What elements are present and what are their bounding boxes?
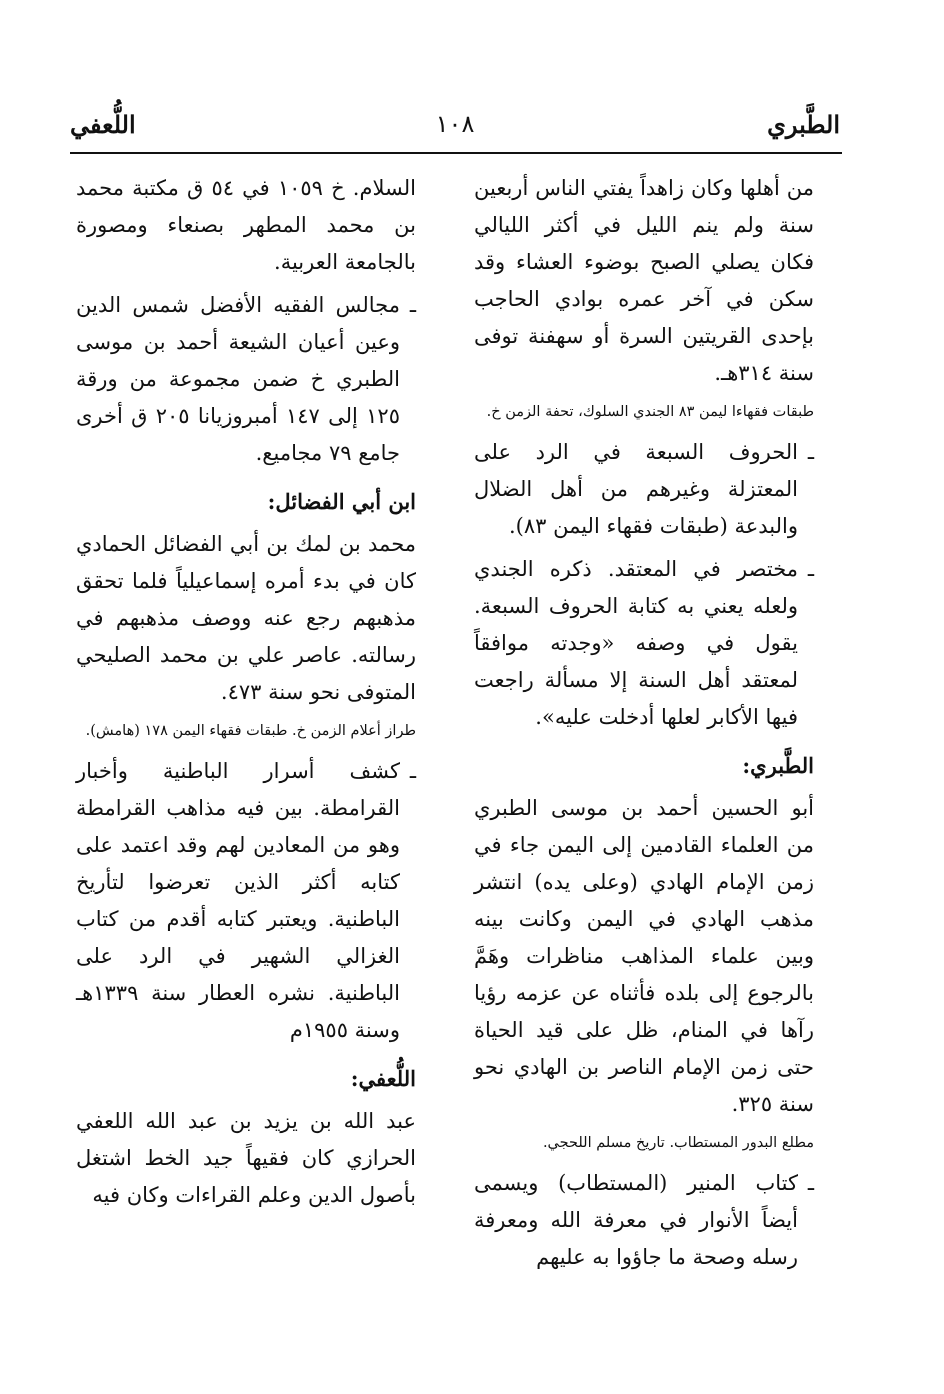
entry-paragraph: السلام. خ ١٠٥٩ في ٥٤ ق مكتبة محمد بن محمد المطهر بصنعاء ومصورة بالجامعة العربية. <box>76 176 416 274</box>
item-text: الحروف السبعة في الرد على المعتزلة وغيرهم من أهل الضلال والبدعة (طبقات فقهاء اليمن ٨٣). <box>474 440 798 538</box>
entry-heading: ابن أبي الفضائل: <box>267 489 416 514</box>
page-header <box>70 110 840 150</box>
item-text: كشف أسرار الباطنية وأخبار القرامطة. بين فيه مذاهب القرامطة وهو من المعادين لهم وقد اعتمد على كتابه أكثر الذين تعرضوا لتأريخ الباطنية. ويعتبر كتابه أقدم من كتاب الغزالي الشهير في الرد على الباطنية. نشره العطار سنة ١٣٣٩هـ وسنة ١٩٥٥م <box>76 759 400 1042</box>
entry-paragraph: أبو الحسين أحمد بن موسى الطبري من العلماء القادمين إلى اليمن جاء في زمن الإمام الهادي (وعلى يده) انتشر مذهب الهادي في اليمن وكانت بينه وبين علماء المذاهب مناظرات وهَمَّ بالرجوع إلى بلده فأثناه عن عزمه رؤيا رآها في المنام، ظل على قيد الحياة حتى زمن الإمام الناصر بن الهادي نحو سنة ٣٢٥. <box>474 796 814 1116</box>
header-rule <box>70 152 842 154</box>
entry-paragraph: عبد الله بن يزيد بن عبد الله اللعفي الحرازي كان فقيهاً جيد الخط اشتغل بأصول الدين وعلم القراءات وكان فيه <box>76 1109 416 1207</box>
item-text: كتاب المنير (المستطاب) ويسمى أيضاً الأنوار في معرفة الله ومعرفة رسله وصحة ما جاؤوا به عليهم <box>474 1171 798 1269</box>
work-item <box>76 753 416 1049</box>
item-dash: ـ <box>807 557 814 581</box>
work-item <box>474 551 814 736</box>
running-head-right: الطَّبري <box>767 110 840 139</box>
entry-paragraph: محمد بن لمك بن أبي الفضائل الحمادي كان في بدء أمره إسماعيلياً فلما تحقق مذهبهم رجع عنه ووصف مذهبهم في رسالته. عاصر علي بن محمد الصليحي المتوفى نحو سنة ٤٧٣. <box>76 532 416 704</box>
running-head-left: اللُّعفي <box>70 110 136 139</box>
item-text: مختصر في المعتقد. ذكره الجندي ولعله يعني به كتابة الحروف السبعة. يقول في وصفه «وجدته موافقاً لمعتقد أهل السنة إلا مسألة راجعت فيها الأكابر لعلها أدخلت عليه». <box>474 557 798 729</box>
item-dash: ـ <box>807 440 814 464</box>
item-text: مجالس الفقيه الأفضل شمس الدين وعين أعيان الشيعة أحمد بن موسى الطبري خ ضمن مجموعة من ورقة ١٢٥ إلى ١٤٧ أمبروزيانا ٢٠٥ ق أخرى جامع ٧٩ مجاميع. <box>76 293 400 465</box>
work-item <box>474 434 814 545</box>
citation: مطلع البدور المستطاب. تاريخ مسلم اللحجي. <box>542 1135 814 1151</box>
left-column <box>76 170 416 1214</box>
entry-heading: الطَّبري: <box>742 753 814 778</box>
page-number: ١٠٨ <box>435 110 475 138</box>
work-item <box>76 287 416 472</box>
right-column <box>474 170 814 1276</box>
item-dash: ـ <box>409 293 416 317</box>
entry-paragraph: من أهلها وكان زاهداً يفتي الناس أربعين سنة ولم ينم الليل في أكثر الليالي فكان يصلي الصبح بوضوء العشاء وقد سكن في آخر عمره بوادي الحاجب بإحدى القريتين السرة أو سهفنة توفى سنة ٣١٤هـ. <box>474 176 814 385</box>
item-dash: ـ <box>807 1171 814 1195</box>
work-item <box>474 1165 814 1276</box>
citation: طبقات فقهاءا ليمن ٨٣ الجندي السلوك، تحفة الزمن خ. <box>486 404 814 420</box>
citation: طراز أعلام الزمن خ. طبقات فقهاء اليمن ١٧٨ (هامش). <box>85 723 416 739</box>
item-dash: ـ <box>409 759 416 783</box>
entry-heading: اللُّعفي: <box>350 1066 416 1091</box>
